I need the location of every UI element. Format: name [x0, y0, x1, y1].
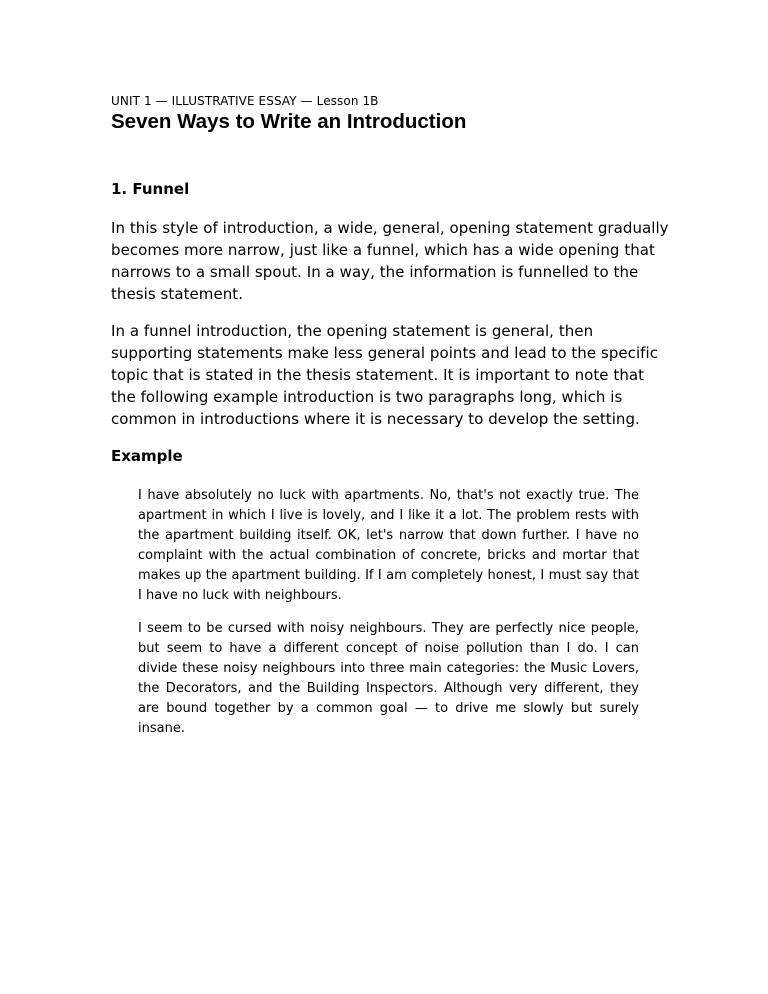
example-paragraph-2: I seem to be cursed with noisy neighbours. They are perfectly nice people, but seem to have a different concept of noise pollution than I do. I can divide these noisy neighbours into three main categories: the Music Lovers, the Decorators, and the Building Inspectors. Although very different, they are bound together by a common goal — to drive me slowly but surely insane.: [138, 621, 639, 736]
example-paragraph-1: I have absolutely no luck with apartments. No, that's not exactly true. The apartment in which I live is lovely, and I like it a lot. The problem rests with the apartment building itself. OK, let's narrow that down further. I have no complaint with the actual combination of concrete, bricks and mortar that makes up the apartment building. If I am completely honest, I must say that I have no luck with neighbours.: [138, 488, 639, 603]
section-heading: 1. Funnel: [111, 180, 190, 198]
body-paragraph-2: In a funnel introduction, the opening statement is general, then supporting statements make less general points and lead to the specific topic that is stated in the thesis statement. It is important to note that the following example introduction is two paragraphs long, which is common in introductions where it is necessary to develop the setting.: [111, 322, 659, 428]
example-heading: Example: [111, 447, 183, 465]
page-title: Seven Ways to Write an Introduction: [111, 110, 467, 133]
example-block: [138, 486, 639, 739]
body-paragraph-1: In this style of introduction, a wide, general, opening statement gradually becomes more narrow, just like a funnel, which has a wide opening that narrows to a small spout. In a way, the information is funnelled to the thesis statement.: [111, 219, 669, 303]
document-content: [111, 93, 671, 739]
unit-line: UNIT 1 — ILLUSTRATIVE ESSAY — Lesson 1B: [111, 94, 379, 108]
